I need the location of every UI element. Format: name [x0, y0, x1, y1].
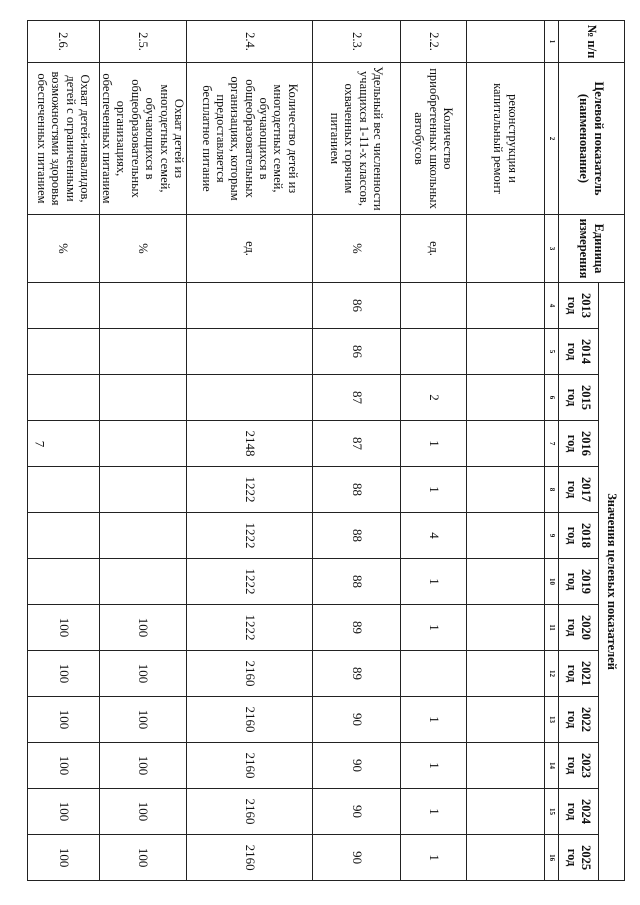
header-year-number: 2020 — [578, 615, 593, 640]
header-indicator: Целевой показатель (наименование) — [559, 63, 625, 215]
page-number: 7 — [32, 440, 48, 448]
header-year-2013 — [559, 283, 599, 329]
row-unit — [467, 215, 545, 283]
row-value — [27, 283, 99, 329]
row-value — [27, 513, 99, 559]
colnum-11: 11 — [545, 605, 559, 651]
row-value: 1 — [401, 421, 467, 467]
header-year-2019 — [559, 559, 599, 605]
row-unit: % — [27, 215, 99, 283]
row-num — [467, 21, 545, 63]
row-num: 2.4. — [187, 21, 313, 63]
header-year-2022 — [559, 697, 599, 743]
row-value: 100 — [27, 835, 99, 881]
colnum-2: 2 — [545, 63, 559, 215]
row-unit: % — [313, 215, 401, 283]
row-value: 1 — [401, 559, 467, 605]
row-unit: ед. — [187, 215, 313, 283]
header-year-2021 — [559, 651, 599, 697]
row-num: 2.6. — [27, 21, 99, 63]
row-value: 100 — [27, 743, 99, 789]
header-year-number: 2017 — [578, 477, 593, 502]
row-value — [27, 375, 99, 421]
header-unit: Единица измерения — [559, 215, 625, 283]
row-value: 1 — [401, 743, 467, 789]
row-value: 100 — [99, 743, 186, 789]
row-value: 2160 — [187, 789, 313, 835]
row-value — [467, 375, 545, 421]
header-year-number: 2021 — [578, 661, 593, 686]
row-value: 1 — [401, 789, 467, 835]
table-row — [187, 21, 313, 881]
header-year-2020 — [559, 605, 599, 651]
row-value — [467, 743, 545, 789]
target-indicators-table — [27, 20, 625, 881]
row-value: 4 — [401, 513, 467, 559]
header-year-number: 2013 — [578, 293, 593, 318]
row-value: 1222 — [187, 513, 313, 559]
row-value: 87 — [313, 375, 401, 421]
row-value — [99, 375, 186, 421]
row-value: 2148 — [187, 421, 313, 467]
colnum-3: 3 — [545, 215, 559, 283]
row-value — [467, 835, 545, 881]
row-indicator: Удельный вес численности учащихся 1-11-х классов, охваченных горячим питанием — [313, 63, 401, 215]
header-year-suffix: год — [565, 664, 580, 683]
colnum-9: 9 — [545, 513, 559, 559]
row-value: 100 — [27, 697, 99, 743]
rotated-table-container — [34, 20, 625, 880]
row-value — [467, 789, 545, 835]
colnum-1: 1 — [545, 21, 559, 63]
table-row — [313, 21, 401, 881]
row-value: 1222 — [187, 467, 313, 513]
row-value: 90 — [313, 835, 401, 881]
row-value — [99, 421, 186, 467]
header-year-number: 2014 — [578, 339, 593, 364]
colnum-10: 10 — [545, 559, 559, 605]
row-value — [467, 283, 545, 329]
row-value — [27, 421, 99, 467]
row-value — [27, 559, 99, 605]
row-value: 86 — [313, 329, 401, 375]
row-value — [467, 697, 545, 743]
row-value — [99, 513, 186, 559]
header-year-number: 2015 — [578, 385, 593, 410]
header-year-2024 — [559, 789, 599, 835]
header-year-2018 — [559, 513, 599, 559]
row-value: 2160 — [187, 697, 313, 743]
row-value: 2160 — [187, 743, 313, 789]
row-value: 2160 — [187, 835, 313, 881]
table-row — [27, 21, 99, 881]
row-num: 2.3. — [313, 21, 401, 63]
row-value — [401, 651, 467, 697]
row-value: 100 — [99, 835, 186, 881]
row-value: 100 — [99, 605, 186, 651]
colnum-4: 4 — [545, 283, 559, 329]
row-value: 100 — [27, 651, 99, 697]
row-value: 88 — [313, 513, 401, 559]
header-values-group: Значения целевых показателей — [599, 283, 625, 881]
header-year-suffix: год — [565, 296, 580, 315]
header-year-suffix: год — [565, 572, 580, 591]
header-year-2023 — [559, 743, 599, 789]
row-value — [467, 467, 545, 513]
row-value: 88 — [313, 467, 401, 513]
row-value: 86 — [313, 283, 401, 329]
row-value — [467, 329, 545, 375]
header-year-suffix: год — [565, 388, 580, 407]
colnum-5: 5 — [545, 329, 559, 375]
header-year-2016 — [559, 421, 599, 467]
row-value: 90 — [313, 697, 401, 743]
row-value — [187, 283, 313, 329]
row-value: 100 — [27, 605, 99, 651]
colnum-12: 12 — [545, 651, 559, 697]
header-year-suffix: год — [565, 848, 580, 867]
header-year-2017 — [559, 467, 599, 513]
header-year-2015 — [559, 375, 599, 421]
row-value — [27, 329, 99, 375]
row-value: 1222 — [187, 559, 313, 605]
header-num: № п/п — [559, 21, 625, 63]
row-value: 100 — [99, 651, 186, 697]
row-value — [467, 605, 545, 651]
row-value: 1 — [401, 605, 467, 651]
row-value — [187, 329, 313, 375]
table-row — [401, 21, 467, 881]
header-year-suffix: год — [565, 434, 580, 453]
row-value: 100 — [99, 789, 186, 835]
row-num: 2.2. — [401, 21, 467, 63]
row-indicator: Охват детей из многодетных семей, обучающихся в общеобразовательных организациях, обеспеченных питанием — [99, 63, 186, 215]
row-value: 100 — [99, 697, 186, 743]
row-value: 88 — [313, 559, 401, 605]
colnum-13: 13 — [545, 697, 559, 743]
row-value — [187, 375, 313, 421]
row-value — [401, 283, 467, 329]
header-year-suffix: год — [565, 756, 580, 775]
header-year-suffix: год — [565, 480, 580, 499]
header-year-number: 2018 — [578, 523, 593, 548]
colnum-8: 8 — [545, 467, 559, 513]
row-value — [99, 283, 186, 329]
table-row — [467, 21, 545, 881]
row-value: 1222 — [187, 605, 313, 651]
header-year-number: 2025 — [578, 845, 593, 871]
row-unit: % — [99, 215, 186, 283]
header-year-number: 2022 — [578, 707, 593, 732]
row-value: 1 — [401, 467, 467, 513]
row-value — [401, 329, 467, 375]
header-year-suffix: год — [565, 342, 580, 361]
row-value — [467, 651, 545, 697]
row-value — [467, 421, 545, 467]
header-year-suffix: год — [565, 618, 580, 637]
row-value — [27, 467, 99, 513]
row-indicator: Количество приобретенных школьных автобусов — [401, 63, 467, 215]
row-value: 89 — [313, 651, 401, 697]
row-value: 1 — [401, 697, 467, 743]
colnum-15: 15 — [545, 789, 559, 835]
colnum-16: 16 — [545, 835, 559, 881]
row-unit: ед. — [401, 215, 467, 283]
header-year-number: 2023 — [578, 753, 593, 778]
colnum-14: 14 — [545, 743, 559, 789]
row-value: 90 — [313, 789, 401, 835]
header-year-2025 — [559, 835, 599, 881]
header-year-suffix: год — [565, 526, 580, 545]
colnum-7: 7 — [545, 421, 559, 467]
table-row — [99, 21, 186, 881]
row-value — [99, 329, 186, 375]
header-year-number: 2016 — [578, 431, 593, 456]
row-value: 100 — [27, 789, 99, 835]
header-year-2014 — [559, 329, 599, 375]
header-year-suffix: год — [565, 802, 580, 821]
row-value — [467, 513, 545, 559]
row-value: 1 — [401, 835, 467, 881]
row-num: 2.5. — [99, 21, 186, 63]
row-value: 89 — [313, 605, 401, 651]
row-value: 90 — [313, 743, 401, 789]
header-year-suffix: год — [565, 710, 580, 729]
row-indicator: Охват детей-инвалидов, детей с ограниченными возможностями здоровья обеспеченных питанием — [27, 63, 99, 215]
row-value: 2160 — [187, 651, 313, 697]
row-value: 87 — [313, 421, 401, 467]
header-year-number: 2024 — [578, 799, 593, 824]
row-indicator: реконструкция и капитальный ремонт — [467, 63, 545, 215]
row-value — [99, 467, 186, 513]
row-value — [99, 559, 186, 605]
header-year-number: 2019 — [578, 569, 593, 594]
row-value — [467, 559, 545, 605]
row-value: 2 — [401, 375, 467, 421]
colnum-6: 6 — [545, 375, 559, 421]
row-indicator: Количество детей из многодетных семей, обучающихся в общеобразовательных организациях, которым предоставляется бесплатное питание — [187, 63, 313, 215]
